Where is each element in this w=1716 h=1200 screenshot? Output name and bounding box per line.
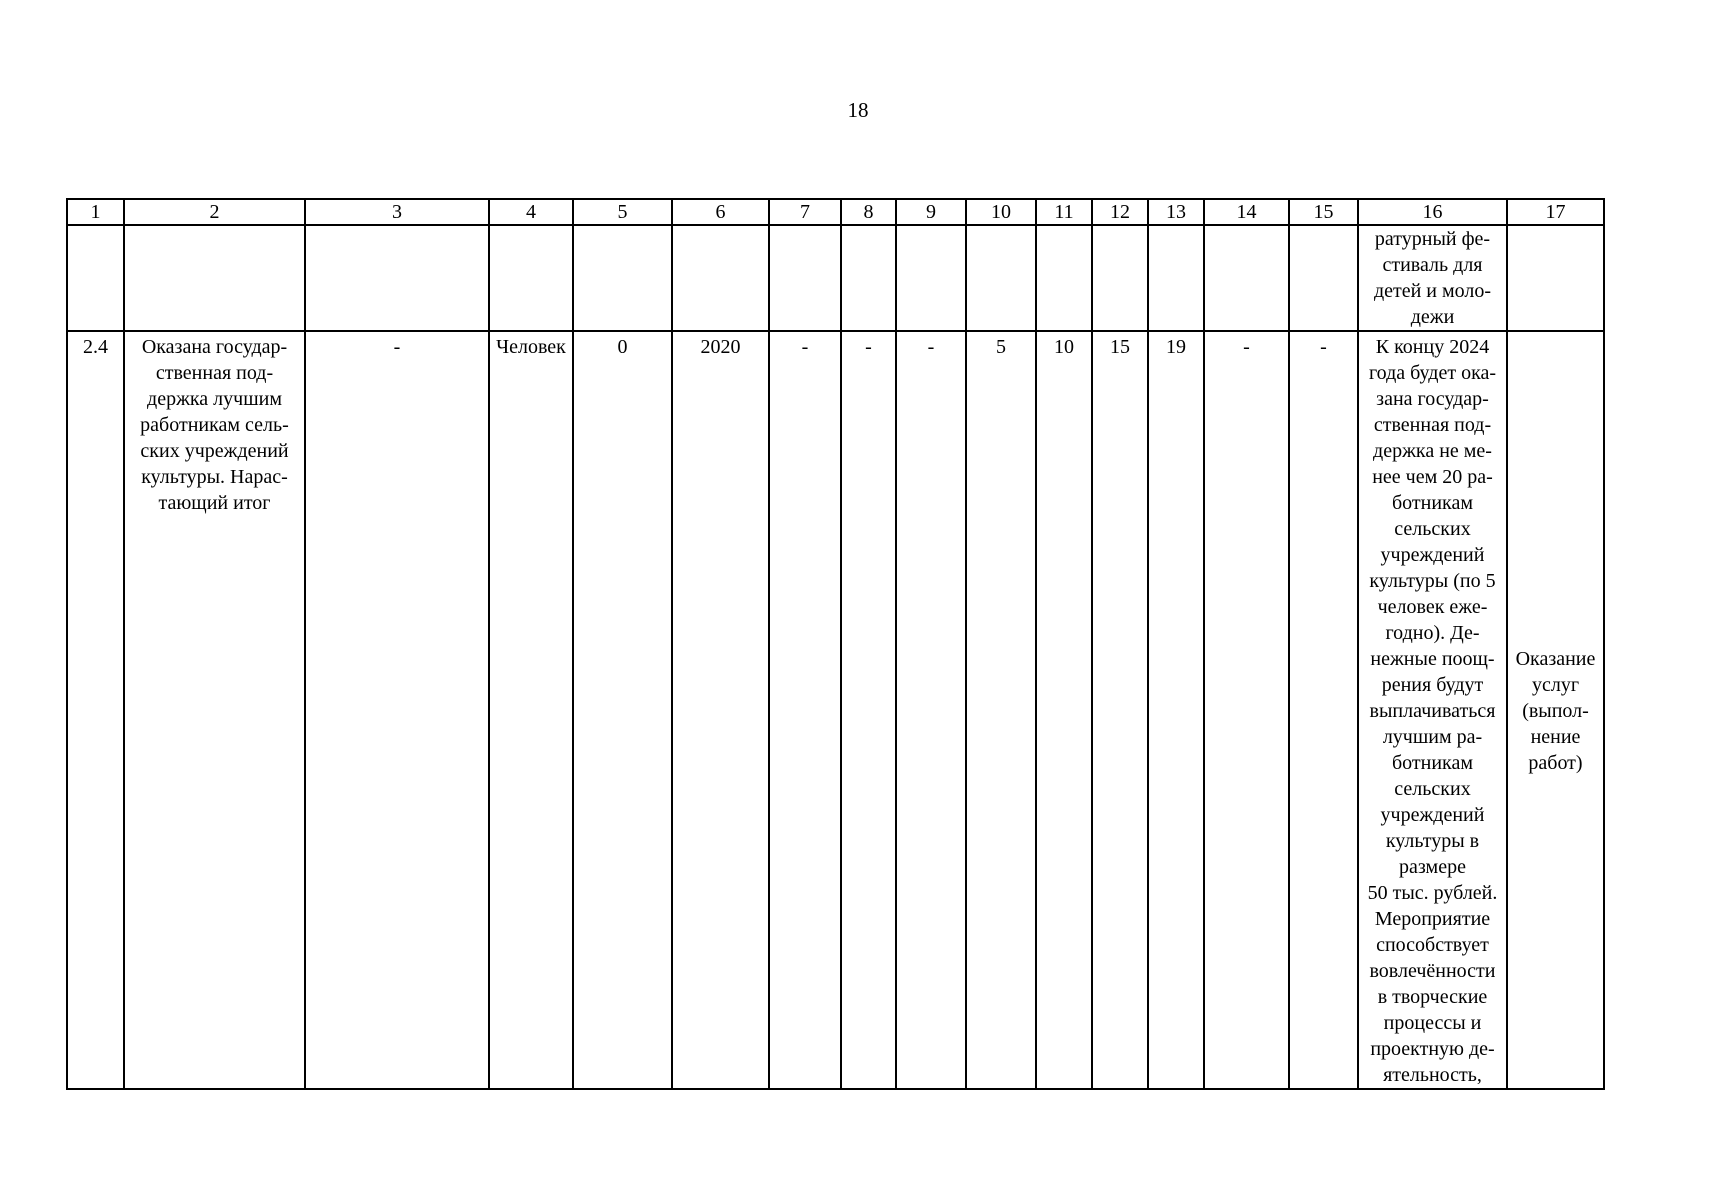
indicator-name-cell: Оказана государ- ственная под- держка лучшим работникам сель- ских учреждений культуры. Нарас- тающий итог (124, 331, 305, 1089)
table-cell (841, 225, 896, 331)
table-cell (1148, 225, 1204, 331)
col13-cell: 19 (1148, 331, 1204, 1089)
header-cell-13: 13 (1148, 199, 1204, 225)
table-cell (1036, 225, 1092, 331)
table-cell (573, 225, 672, 331)
col15-cell: - (1289, 331, 1358, 1089)
header-cell-5: 5 (573, 199, 672, 225)
description-cell: К концу 2024 года будет ока- зана государ- ственная под- держка не ме- нее чем 20 ра- ботникам сельских учреждений культуры (по 5 человек еже- годно). Де- нежные поощ- рения будут выплачиваться лучшим ра- ботникам сельских учреждений культуры в размере 50 тыс. рублей. Мероприятие способствует вовлечённости в творческие процессы и проектную де- ятельность, (1358, 331, 1507, 1089)
col14-cell: - (1204, 331, 1289, 1089)
col3-cell: - (305, 331, 489, 1089)
header-cell-3: 3 (305, 199, 489, 225)
col11-cell: 10 (1036, 331, 1092, 1089)
col12-cell: 15 (1092, 331, 1148, 1089)
table-cell (1507, 225, 1604, 331)
table-cell (672, 225, 769, 331)
header-cell-16: 16 (1358, 199, 1507, 225)
header-cell-15: 15 (1289, 199, 1358, 225)
indicators-table (66, 198, 1605, 1090)
table-header-row (67, 199, 1604, 225)
table-cell (1092, 225, 1148, 331)
header-cell-6: 6 (672, 199, 769, 225)
service-type-cell: Оказание услуг (выпол- нение работ) (1507, 331, 1604, 1089)
header-cell-4: 4 (489, 199, 573, 225)
table-cell (67, 225, 124, 331)
header-cell-2: 2 (124, 199, 305, 225)
header-cell-7: 7 (769, 199, 841, 225)
table-cell (1289, 225, 1358, 331)
table-row-2-4 (67, 331, 1604, 1089)
header-cell-1: 1 (67, 199, 124, 225)
unit-cell: Человек (489, 331, 573, 1089)
table-cell (896, 225, 966, 331)
page-number: 18 (847, 98, 869, 122)
col8-cell: - (841, 331, 896, 1089)
table-row-continued (67, 225, 1604, 331)
table-cell (769, 225, 841, 331)
header-cell-8: 8 (841, 199, 896, 225)
table-cell (305, 225, 489, 331)
table-cell (1204, 225, 1289, 331)
col10-cell: 5 (966, 331, 1036, 1089)
col6-cell: 2020 (672, 331, 769, 1089)
continued-description-cell: ратурный фе- стиваль для детей и моло- дежи (1358, 225, 1507, 331)
header-cell-11: 11 (1036, 199, 1092, 225)
header-cell-17: 17 (1507, 199, 1604, 225)
col9-cell: - (896, 331, 966, 1089)
header-cell-14: 14 (1204, 199, 1289, 225)
header-cell-9: 9 (896, 199, 966, 225)
header-cell-10: 10 (966, 199, 1036, 225)
header-cell-12: 12 (1092, 199, 1148, 225)
table-cell (489, 225, 573, 331)
table-cell (124, 225, 305, 331)
col7-cell: - (769, 331, 841, 1089)
col5-cell: 0 (573, 331, 672, 1089)
row-number-cell: 2.4 (67, 331, 124, 1089)
table-cell (966, 225, 1036, 331)
